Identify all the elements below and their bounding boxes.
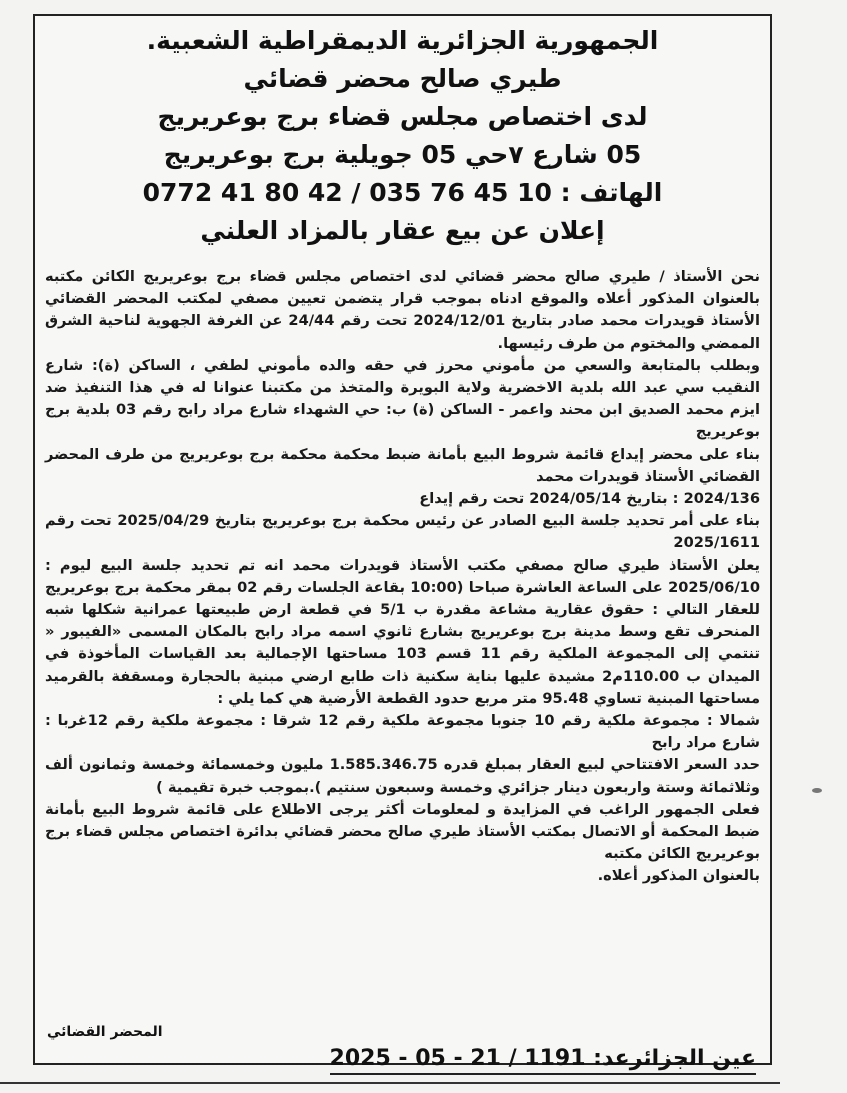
notice-header — [35, 22, 770, 250]
notice-body — [45, 266, 760, 888]
paragraph-public-info: فعلى الجمهور الراغب في المزايدة و لمعلومات أكثر يرجى الاطلاع على قائمة شروط البيع بأمانة ضبط المحكمة أو الاتصال بمكتب الأستاذ طيري صالح محضر قضائي بدائرة اختصاص مجلس قضاء برج بوعريريج الكائن مكتبه — [45, 800, 760, 863]
legal-notice-box — [33, 14, 772, 1071]
paragraph-deposit-number: 2024/136 : بتاريخ 2024/05/14 تحت رقم إيداع — [419, 490, 760, 508]
ink-smudge — [812, 788, 822, 793]
phone-numbers: 0772 41 80 42 / 035 76 45 10 — [142, 178, 552, 207]
signature-label: المحضر القضائي — [47, 1024, 163, 1040]
paragraph-deposit: بناء على محضر إيداع قائمة شروط البيع بأمانة ضبط محكمة محكمة برج بوعريريج من طرف المحضر القضائي الأستاذ قويدرات محمد — [45, 445, 760, 485]
notice-title: إعلان عن بيع عقار بالمزاد العلني — [200, 216, 605, 245]
paragraph-intro: نحن الأستاذ / طيري صالح محضر قضائي لدى اختصاص مجلس قضاء برج بوعريريج الكائن مكتبه بالعنوان المذكور أعلاه والموقع ادناه بموجب قرار يتضمن تعيين مصفي لمكتب المحضر القضائي الأستاذ قويدرات محمد صادر بتاريخ 2024/12/01 تحت رقم 24/44 عن الغرفة الجهوية لناحية الشرق الممضي والمختوم من طرف رئيسها. — [45, 268, 760, 352]
address-line: 05 شارع ٧حي 05 جويلية برج بوعريريج — [163, 140, 642, 169]
paragraph-boundaries: شمالا : مجموعة ملكية رقم 10 جنوبا مجموعة ملكية رقم 12 شرقا : مجموعة ملكية رقم 12غربا : شارع مراد رابح — [45, 712, 760, 752]
phone-line — [35, 174, 770, 212]
paragraph-request: وبطلب بالمتابعة والسعي من مأموني محرز في حقه والده مأموني لطفي ، الساكن (ة): شارع النقيب سي عبد الله بلدية الاخضرية ولاية البويرة والمتخذ من مكتبنا عنوانا له في هذا التنفيذ ضد ايزم محمد الصديق ابن محند واعمر - الساكن (ة) ب: حي الشهداء شارع مراد رابح رقم 03 بلدية برج بوعريريج — [45, 356, 761, 441]
paragraph-address-ref: بالعنوان المذكور أعلاه. — [597, 867, 760, 885]
page-divider — [0, 1082, 780, 1084]
paragraph-opening-price: حدد السعر الافتتاحي لبيع العقار بمبلغ قدره 1.585.346.75 مليون وخمسمائة وخمسة وثمانون ألف وثلاثمائة وستة واربعون دينار جزائري وخمسة وسبعون سنتيم ).بموجب خبرة تقيمية ) — [45, 756, 760, 796]
jurisdiction-line: لدى اختصاص مجلس قضاء برج بوعريريج — [157, 102, 648, 131]
paragraph-court-order: بناء على أمر تحديد جلسة البيع الصادر عن رئيس محكمة برج بوعريريج بتاريخ 2025/04/29 تحت رقم 2025/1611 — [45, 512, 760, 552]
phone-label: الهاتف : — [560, 178, 663, 207]
paragraph-sale-announcement: يعلن الأستاذ طيري صالح مصفي مكتب الأستاذ قويدرات محمد انه تم تحديد جلسة البيع ليوم : 2025/06/10 على الساعة العاشرة صباحا (10:00 بقاعة الجلسات رقم 02 بمقر محكمة برج بوعريريج للعقار التالي : حقوق عقارية مشاعة مقدرة ب 5/1 في قطعة ارض طبيعتها عمرانية شكلها شبه المنحرف تقع وسط مدينة برج بوعريريج بشارع ثانوي اسمه مراد رابح بالمكان المسمى «الفيبور « تنتمي إلى المجموعة الملكية رقم 11 قسم 103 مساحتها الإجمالية بعد القياسات المأخوذة في الميدان ب 110.00م2 مشيدة عليها بناية سكنية ذات طابع ارضي مبنية بالحجارة ومسقفة بالقرميد مساحتها المبنية تساوي 95.48 متر مربع حدود القطعة الأرضية هي كما يلي : — [45, 556, 760, 707]
bailiff-name: طيري صالح محضر قضائي — [243, 64, 562, 93]
republic-title: الجمهورية الجزائرية الديمقراطية الشعبية. — [146, 26, 659, 55]
publication-reference: عين الجزائرعد: 1191 / 21 - 05 - 2025 — [330, 1046, 756, 1075]
